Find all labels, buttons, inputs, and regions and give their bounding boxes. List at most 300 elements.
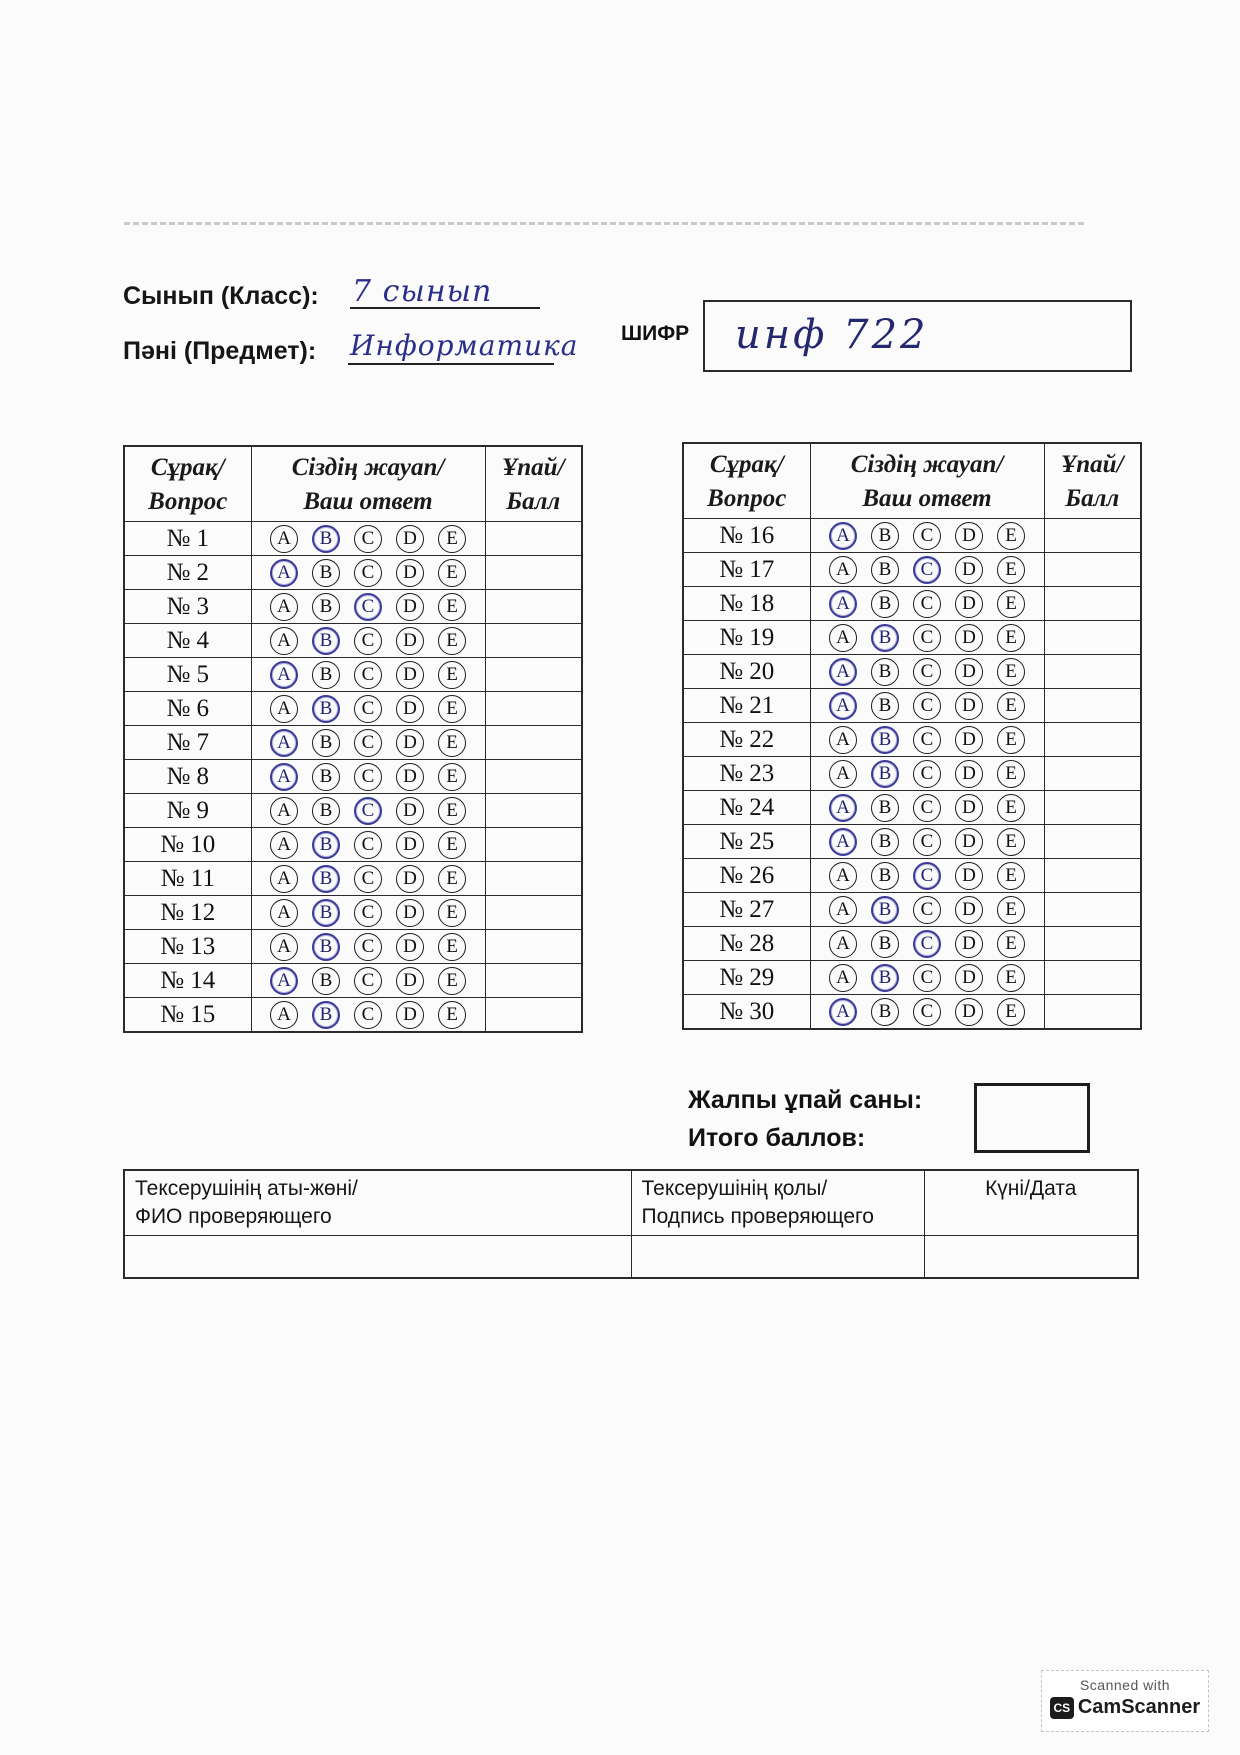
option-bubble-d[interactable]: D: [396, 1001, 424, 1029]
option-bubble-b[interactable]: B: [871, 896, 899, 924]
option-bubble-c[interactable]: C: [913, 522, 941, 550]
answer-options: [810, 927, 1044, 961]
answer-options: [810, 995, 1044, 1030]
question-row: [124, 930, 582, 964]
option-bubble-d[interactable]: D: [396, 695, 424, 723]
total-label-kz: Жалпы ұпай саны:: [688, 1086, 923, 1114]
question-row: [683, 791, 1141, 825]
option-bubble-e[interactable]: E: [997, 896, 1025, 924]
question-number: № 27: [683, 893, 810, 927]
option-bubble-d[interactable]: D: [396, 899, 424, 927]
question-header: Сұрақ/ Вопрос: [124, 446, 251, 522]
score-header: Ұпай/ Балл: [485, 446, 582, 522]
camscanner-watermark: [1041, 1670, 1209, 1732]
option-bubble-d[interactable]: D: [955, 692, 983, 720]
subject-label: Пәні (Предмет):: [123, 337, 317, 365]
score-cell[interactable]: [485, 794, 582, 828]
checker-name-cell: [124, 1236, 631, 1278]
option-bubble-a[interactable]: A: [829, 624, 857, 652]
cipher-box: [703, 300, 1132, 372]
answer-options: [251, 998, 485, 1033]
checker-sign-header: Тексерушінің қолы/ Подпись проверяющего: [631, 1170, 924, 1236]
question-number: № 2: [124, 556, 251, 590]
checker-name-header: Тексерушінің аты-жөні/ ФИО проверяющего: [124, 1170, 631, 1236]
option-bubble-a[interactable]: A: [270, 695, 298, 723]
option-bubble-d[interactable]: D: [955, 658, 983, 686]
question-row: [124, 862, 582, 896]
option-bubble-e[interactable]: E: [997, 556, 1025, 584]
option-bubble-a[interactable]: A: [270, 729, 298, 757]
option-bubble-e[interactable]: E: [997, 590, 1025, 618]
option-bubble-b[interactable]: B: [312, 695, 340, 723]
option-bubble-a[interactable]: A: [270, 559, 298, 587]
option-bubble-a[interactable]: A: [270, 1001, 298, 1029]
option-bubble-d[interactable]: D: [396, 797, 424, 825]
option-bubble-a[interactable]: A: [829, 556, 857, 584]
option-bubble-d[interactable]: D: [396, 729, 424, 757]
option-bubble-e[interactable]: E: [997, 998, 1025, 1026]
score-cell[interactable]: [485, 930, 582, 964]
option-bubble-b[interactable]: B: [312, 627, 340, 655]
option-bubble-c[interactable]: C: [354, 729, 382, 757]
question-number: № 1: [124, 522, 251, 556]
score-cell[interactable]: [1044, 757, 1141, 791]
option-bubble-b[interactable]: B: [871, 998, 899, 1026]
score-cell[interactable]: [1044, 519, 1141, 553]
option-bubble-b[interactable]: B: [312, 661, 340, 689]
option-bubble-a[interactable]: A: [270, 627, 298, 655]
option-bubble-b[interactable]: B: [312, 763, 340, 791]
option-bubble-c[interactable]: C: [913, 964, 941, 992]
class-underline: [350, 307, 540, 309]
question-row: [124, 624, 582, 658]
option-bubble-d[interactable]: D: [396, 831, 424, 859]
option-bubble-b[interactable]: B: [871, 930, 899, 958]
option-bubble-c[interactable]: C: [913, 556, 941, 584]
option-bubble-e[interactable]: E: [438, 763, 466, 791]
question-number: № 17: [683, 553, 810, 587]
question-number: № 19: [683, 621, 810, 655]
score-cell[interactable]: [1044, 621, 1141, 655]
option-bubble-b[interactable]: B: [871, 964, 899, 992]
date-cell: [924, 1236, 1138, 1278]
option-bubble-d[interactable]: D: [955, 964, 983, 992]
cipher-label: ШИФР: [621, 322, 690, 345]
option-bubble-d[interactable]: D: [955, 726, 983, 754]
answer-options: [810, 961, 1044, 995]
option-bubble-c[interactable]: C: [354, 797, 382, 825]
option-bubble-e[interactable]: E: [438, 593, 466, 621]
option-bubble-b[interactable]: B: [312, 559, 340, 587]
question-number: № 22: [683, 723, 810, 757]
question-row: [683, 553, 1141, 587]
option-bubble-d[interactable]: D: [955, 794, 983, 822]
question-row: [683, 519, 1141, 553]
subject-underline: [348, 363, 554, 365]
option-bubble-d[interactable]: D: [396, 967, 424, 995]
question-header: Сұрақ/ Вопрос: [683, 443, 810, 519]
answer-options: [810, 825, 1044, 859]
option-bubble-e[interactable]: E: [438, 899, 466, 927]
option-bubble-a[interactable]: A: [829, 692, 857, 720]
question-number: № 13: [124, 930, 251, 964]
option-bubble-d[interactable]: D: [955, 760, 983, 788]
answer-table-left: [123, 445, 583, 1033]
option-bubble-c[interactable]: C: [913, 658, 941, 686]
option-bubble-c[interactable]: C: [354, 967, 382, 995]
option-bubble-b[interactable]: B: [871, 658, 899, 686]
answer-options: [810, 723, 1044, 757]
answer-header: Сіздің жауап/ Ваш ответ: [251, 446, 485, 522]
score-cell[interactable]: [485, 896, 582, 930]
option-bubble-c[interactable]: C: [913, 692, 941, 720]
option-bubble-b[interactable]: B: [871, 522, 899, 550]
answer-options: [251, 794, 485, 828]
perforation-line: [124, 222, 1084, 225]
option-bubble-a[interactable]: A: [829, 760, 857, 788]
question-row: [683, 927, 1141, 961]
answer-options: [251, 726, 485, 760]
option-bubble-e[interactable]: E: [438, 967, 466, 995]
score-header: Ұпай/ Балл: [1044, 443, 1141, 519]
option-bubble-c[interactable]: C: [354, 627, 382, 655]
question-row: [124, 556, 582, 590]
option-bubble-b[interactable]: B: [871, 726, 899, 754]
option-bubble-c[interactable]: C: [354, 933, 382, 961]
score-cell[interactable]: [1044, 689, 1141, 723]
option-bubble-b[interactable]: B: [312, 865, 340, 893]
question-row: [683, 655, 1141, 689]
option-bubble-e[interactable]: E: [438, 525, 466, 553]
option-bubble-d[interactable]: D: [955, 930, 983, 958]
option-bubble-c[interactable]: C: [354, 695, 382, 723]
option-bubble-d[interactable]: D: [396, 525, 424, 553]
score-cell[interactable]: [485, 522, 582, 556]
question-number: № 16: [683, 519, 810, 553]
answer-options: [810, 689, 1044, 723]
score-cell[interactable]: [1044, 791, 1141, 825]
option-bubble-d[interactable]: D: [396, 627, 424, 655]
option-bubble-d[interactable]: D: [396, 559, 424, 587]
score-cell[interactable]: [1044, 587, 1141, 621]
question-number: № 24: [683, 791, 810, 825]
option-bubble-e[interactable]: E: [438, 627, 466, 655]
option-bubble-a[interactable]: A: [270, 865, 298, 893]
answer-options: [810, 757, 1044, 791]
score-cell[interactable]: [1044, 553, 1141, 587]
question-row: [683, 621, 1141, 655]
score-cell[interactable]: [1044, 825, 1141, 859]
option-bubble-a[interactable]: A: [270, 525, 298, 553]
option-bubble-a[interactable]: A: [829, 658, 857, 686]
option-bubble-c[interactable]: C: [913, 930, 941, 958]
answer-options: [810, 893, 1044, 927]
option-bubble-c[interactable]: C: [354, 593, 382, 621]
option-bubble-d[interactable]: D: [955, 590, 983, 618]
option-bubble-c[interactable]: C: [354, 559, 382, 587]
option-bubble-c[interactable]: C: [913, 862, 941, 890]
option-bubble-d[interactable]: D: [955, 828, 983, 856]
answer-options: [810, 791, 1044, 825]
answer-options: [251, 862, 485, 896]
option-bubble-d[interactable]: D: [396, 763, 424, 791]
option-bubble-d[interactable]: D: [396, 933, 424, 961]
option-bubble-b[interactable]: B: [871, 862, 899, 890]
question-number: № 7: [124, 726, 251, 760]
answer-options: [251, 624, 485, 658]
option-bubble-e[interactable]: E: [438, 1001, 466, 1029]
class-value: 7 сынып: [352, 274, 493, 309]
subject-value: Информатика: [350, 329, 579, 362]
answer-options: [251, 692, 485, 726]
option-bubble-d[interactable]: D: [396, 661, 424, 689]
option-bubble-b[interactable]: B: [312, 899, 340, 927]
checker-table: [123, 1169, 1139, 1279]
option-bubble-a[interactable]: A: [829, 590, 857, 618]
answer-options: [251, 556, 485, 590]
option-bubble-e[interactable]: E: [997, 522, 1025, 550]
answer-options: [810, 621, 1044, 655]
option-bubble-a[interactable]: A: [829, 964, 857, 992]
option-bubble-a[interactable]: A: [829, 794, 857, 822]
question-row: [683, 825, 1141, 859]
question-row: [124, 590, 582, 624]
option-bubble-e[interactable]: E: [438, 559, 466, 587]
answer-options: [251, 522, 485, 556]
option-bubble-b[interactable]: B: [871, 590, 899, 618]
option-bubble-a[interactable]: A: [270, 967, 298, 995]
option-bubble-b[interactable]: B: [312, 593, 340, 621]
question-row: [124, 896, 582, 930]
score-cell[interactable]: [485, 862, 582, 896]
score-cell[interactable]: [485, 998, 582, 1033]
score-cell[interactable]: [485, 760, 582, 794]
answer-options: [251, 930, 485, 964]
option-bubble-a[interactable]: A: [829, 998, 857, 1026]
checker-sign-cell: [631, 1236, 924, 1278]
watermark-caption: Scanned with: [1079, 1677, 1171, 1693]
score-cell[interactable]: [1044, 893, 1141, 927]
question-row: [124, 726, 582, 760]
question-number: № 26: [683, 859, 810, 893]
score-cell[interactable]: [485, 556, 582, 590]
question-row: [683, 723, 1141, 757]
answer-options: [251, 964, 485, 998]
score-cell[interactable]: [1044, 995, 1141, 1030]
question-number: № 6: [124, 692, 251, 726]
question-number: № 20: [683, 655, 810, 689]
option-bubble-e[interactable]: E: [438, 933, 466, 961]
option-bubble-a[interactable]: A: [270, 831, 298, 859]
answer-options: [251, 896, 485, 930]
option-bubble-c[interactable]: C: [354, 865, 382, 893]
option-bubble-e[interactable]: E: [997, 726, 1025, 754]
option-bubble-b[interactable]: B: [871, 692, 899, 720]
question-row: [683, 961, 1141, 995]
question-number: № 10: [124, 828, 251, 862]
option-bubble-a[interactable]: A: [270, 763, 298, 791]
option-bubble-c[interactable]: C: [913, 896, 941, 924]
answer-options: [251, 658, 485, 692]
total-score-box: [974, 1083, 1090, 1153]
question-row: [124, 964, 582, 998]
class-label: Сынып (Класс):: [123, 282, 319, 310]
option-bubble-b[interactable]: B: [312, 797, 340, 825]
camscanner-logo-icon: CS: [1050, 1697, 1074, 1719]
option-bubble-c[interactable]: C: [913, 624, 941, 652]
score-cell[interactable]: [485, 726, 582, 760]
option-bubble-d[interactable]: D: [955, 522, 983, 550]
option-bubble-a[interactable]: A: [829, 726, 857, 754]
question-row: [683, 995, 1141, 1030]
option-bubble-e[interactable]: E: [997, 862, 1025, 890]
option-bubble-e[interactable]: E: [997, 828, 1025, 856]
question-number: № 8: [124, 760, 251, 794]
option-bubble-d[interactable]: D: [955, 998, 983, 1026]
option-bubble-a[interactable]: A: [829, 862, 857, 890]
score-cell[interactable]: [485, 624, 582, 658]
total-label-ru: Итого баллов:: [688, 1124, 866, 1152]
total-labels: [688, 1081, 922, 1157]
option-bubble-c[interactable]: C: [913, 998, 941, 1026]
option-bubble-e[interactable]: E: [997, 760, 1025, 788]
watermark-brand: CamScanner: [1077, 1696, 1201, 1718]
question-number: № 11: [124, 862, 251, 896]
score-cell[interactable]: [485, 964, 582, 998]
option-bubble-c[interactable]: C: [354, 763, 382, 791]
option-bubble-c[interactable]: C: [354, 525, 382, 553]
option-bubble-a[interactable]: A: [829, 896, 857, 924]
question-row: [124, 828, 582, 862]
question-number: № 5: [124, 658, 251, 692]
answer-options: [810, 655, 1044, 689]
option-bubble-b[interactable]: B: [312, 967, 340, 995]
score-cell[interactable]: [485, 658, 582, 692]
question-number: № 23: [683, 757, 810, 791]
option-bubble-c[interactable]: C: [354, 831, 382, 859]
answer-options: [810, 519, 1044, 553]
option-bubble-b[interactable]: B: [312, 1001, 340, 1029]
option-bubble-e[interactable]: E: [438, 831, 466, 859]
option-bubble-e[interactable]: E: [438, 865, 466, 893]
option-bubble-c[interactable]: C: [913, 590, 941, 618]
option-bubble-e[interactable]: E: [438, 695, 466, 723]
question-number: № 25: [683, 825, 810, 859]
answer-options: [810, 587, 1044, 621]
option-bubble-c[interactable]: C: [913, 828, 941, 856]
question-number: № 18: [683, 587, 810, 621]
date-header: Күні/Дата: [924, 1170, 1138, 1236]
question-row: [683, 689, 1141, 723]
option-bubble-d[interactable]: D: [955, 624, 983, 652]
score-cell[interactable]: [1044, 723, 1141, 757]
option-bubble-b[interactable]: B: [871, 556, 899, 584]
score-cell[interactable]: [1044, 961, 1141, 995]
question-row: [124, 760, 582, 794]
option-bubble-b[interactable]: B: [871, 828, 899, 856]
answer-options: [810, 859, 1044, 893]
score-cell[interactable]: [1044, 859, 1141, 893]
score-cell[interactable]: [485, 590, 582, 624]
answer-options: [810, 553, 1044, 587]
question-row: [124, 998, 582, 1033]
option-bubble-e[interactable]: E: [997, 930, 1025, 958]
option-bubble-d[interactable]: D: [955, 862, 983, 890]
score-cell[interactable]: [1044, 927, 1141, 961]
option-bubble-b[interactable]: B: [312, 525, 340, 553]
option-bubble-b[interactable]: B: [871, 624, 899, 652]
option-bubble-e[interactable]: E: [997, 794, 1025, 822]
question-row: [683, 893, 1141, 927]
option-bubble-c[interactable]: C: [354, 1001, 382, 1029]
option-bubble-c[interactable]: C: [354, 899, 382, 927]
option-bubble-a[interactable]: A: [829, 522, 857, 550]
question-number: № 9: [124, 794, 251, 828]
option-bubble-e[interactable]: E: [997, 624, 1025, 652]
answer-options: [251, 590, 485, 624]
option-bubble-c[interactable]: C: [354, 661, 382, 689]
question-number: № 30: [683, 995, 810, 1030]
question-number: № 3: [124, 590, 251, 624]
option-bubble-a[interactable]: A: [270, 661, 298, 689]
option-bubble-e[interactable]: E: [997, 658, 1025, 686]
option-bubble-e[interactable]: E: [997, 964, 1025, 992]
score-cell[interactable]: [1044, 655, 1141, 689]
option-bubble-b[interactable]: B: [312, 729, 340, 757]
option-bubble-c[interactable]: C: [913, 726, 941, 754]
question-number: № 21: [683, 689, 810, 723]
option-bubble-a[interactable]: A: [270, 797, 298, 825]
question-row: [124, 794, 582, 828]
question-number: № 28: [683, 927, 810, 961]
option-bubble-a[interactable]: A: [829, 930, 857, 958]
score-cell[interactable]: [485, 692, 582, 726]
option-bubble-c[interactable]: C: [913, 760, 941, 788]
option-bubble-b[interactable]: B: [312, 831, 340, 859]
option-bubble-d[interactable]: D: [396, 593, 424, 621]
option-bubble-a[interactable]: A: [270, 593, 298, 621]
option-bubble-b[interactable]: B: [871, 760, 899, 788]
option-bubble-c[interactable]: C: [913, 794, 941, 822]
answer-options: [251, 760, 485, 794]
question-number: № 4: [124, 624, 251, 658]
option-bubble-d[interactable]: D: [955, 556, 983, 584]
option-bubble-e[interactable]: E: [438, 797, 466, 825]
option-bubble-a[interactable]: A: [829, 828, 857, 856]
option-bubble-b[interactable]: B: [312, 933, 340, 961]
option-bubble-a[interactable]: A: [270, 899, 298, 927]
question-row: [124, 522, 582, 556]
question-number: № 15: [124, 998, 251, 1033]
answer-header: Сіздің жауап/ Ваш ответ: [810, 443, 1044, 519]
option-bubble-e[interactable]: E: [438, 729, 466, 757]
answer-table-right: [682, 442, 1142, 1030]
question-number: № 29: [683, 961, 810, 995]
option-bubble-d[interactable]: D: [955, 896, 983, 924]
question-row: [124, 692, 582, 726]
question-number: № 12: [124, 896, 251, 930]
option-bubble-b[interactable]: B: [871, 794, 899, 822]
option-bubble-e[interactable]: E: [997, 692, 1025, 720]
option-bubble-a[interactable]: A: [270, 933, 298, 961]
question-row: [124, 658, 582, 692]
score-cell[interactable]: [485, 828, 582, 862]
question-number: № 14: [124, 964, 251, 998]
cipher-value: инф 722: [735, 312, 929, 358]
option-bubble-d[interactable]: D: [396, 865, 424, 893]
option-bubble-e[interactable]: E: [438, 661, 466, 689]
question-row: [683, 859, 1141, 893]
